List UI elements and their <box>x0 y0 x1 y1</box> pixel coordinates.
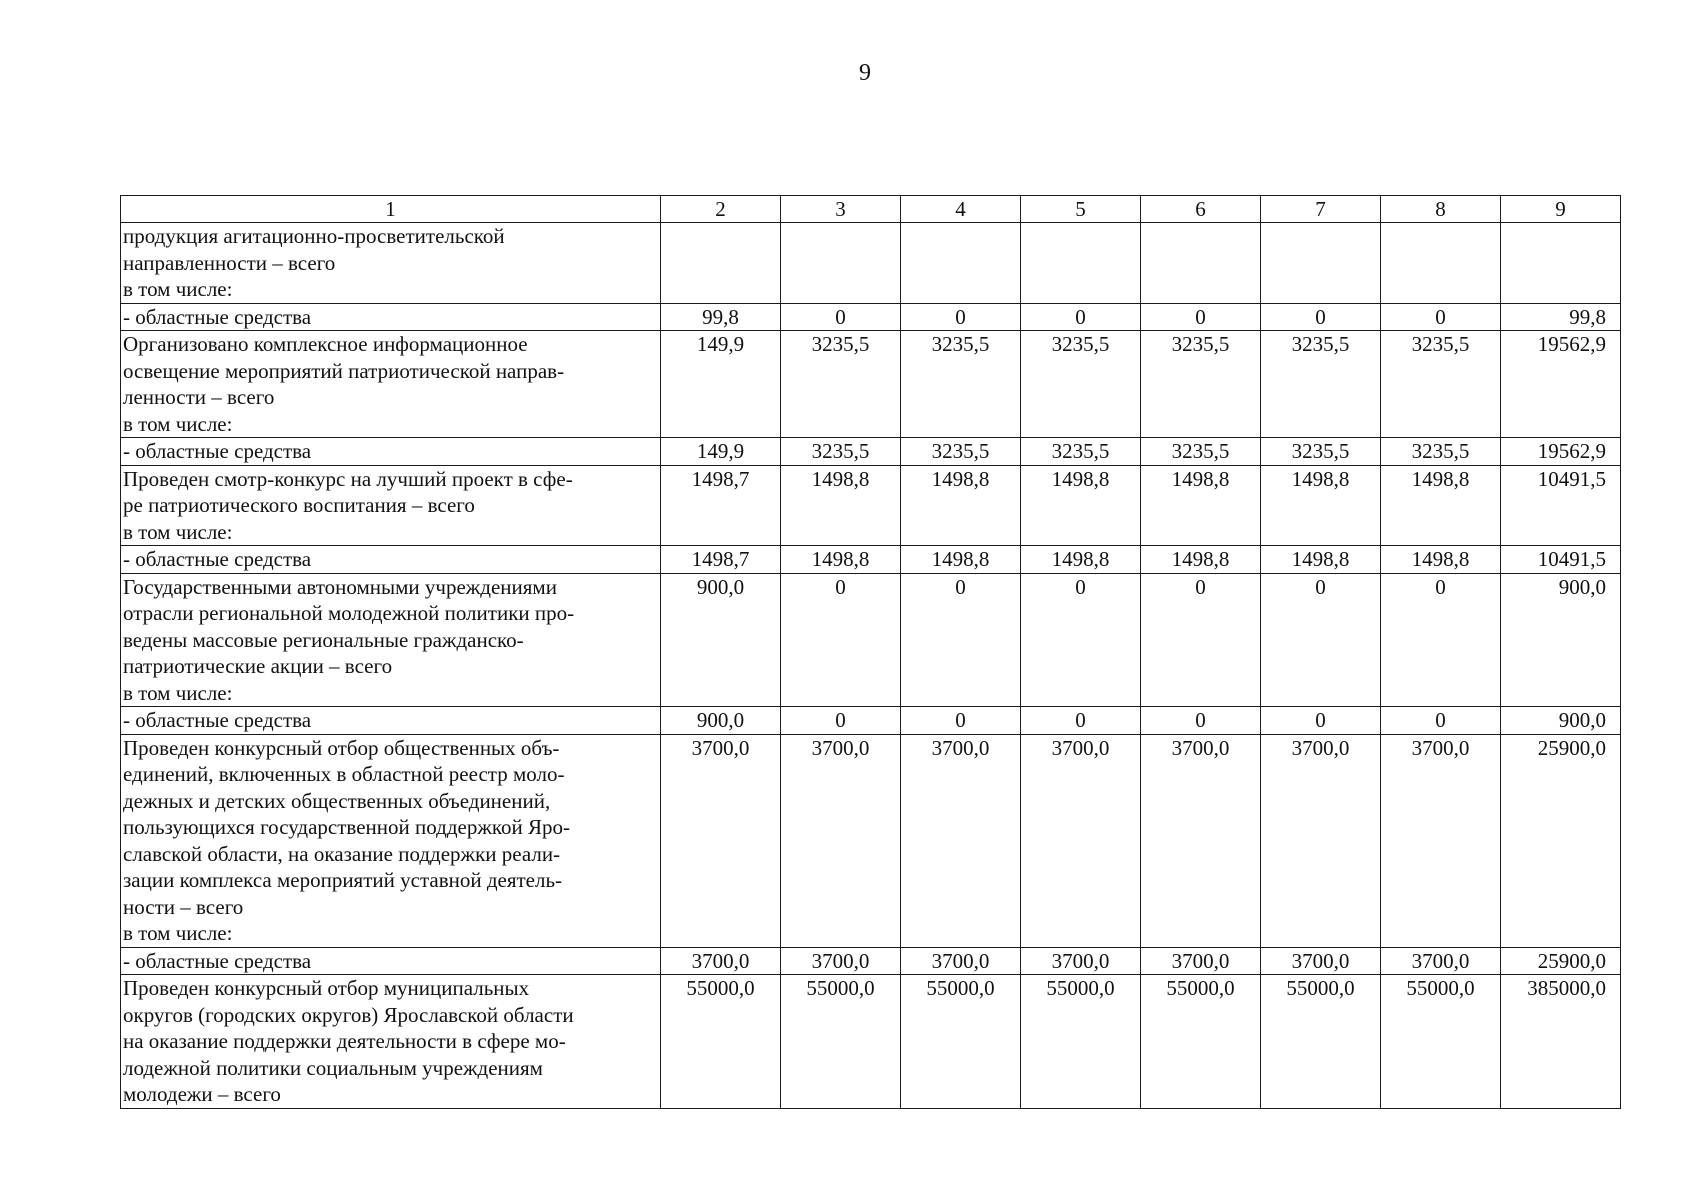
description-line: - областные средства <box>123 708 312 732</box>
value-cell: 3235,5 <box>1141 438 1261 466</box>
value-cell: 1498,8 <box>1141 465 1261 546</box>
description-line: Государственными автономными учреждениями <box>123 574 557 599</box>
table-body <box>121 223 1621 1109</box>
value-cell: 0 <box>781 707 901 735</box>
total-cell: 10491,5 <box>1501 546 1621 574</box>
funding-source-label <box>121 707 661 735</box>
description-line: ведены массовые региональные гражданско- <box>123 627 524 652</box>
funding-source-row <box>121 947 1621 975</box>
value-cell: 3235,5 <box>781 438 901 466</box>
column-number-header: 1 <box>121 196 661 223</box>
value-cell: 3700,0 <box>1381 734 1501 947</box>
value-cell: 3700,0 <box>1141 734 1261 947</box>
value-cell: 3700,0 <box>1381 947 1501 975</box>
description-line: Организовано комплексное информационное <box>123 332 528 356</box>
value-cell: 900,0 <box>661 573 781 707</box>
description-line: ности – всего <box>123 894 244 919</box>
column-number-header: 9 <box>1501 196 1621 223</box>
value-cell: 3700,0 <box>1261 734 1381 947</box>
description-line: славской области, на оказание поддержки реали- <box>123 841 561 866</box>
value-cell: 3700,0 <box>1021 734 1141 947</box>
description-line: лодежной политики социальным учреждениям <box>123 1055 543 1080</box>
activity-description <box>121 734 661 947</box>
description-line: - областные средства <box>123 948 312 973</box>
description-line: Проведен конкурсный отбор муниципальных <box>123 976 530 1000</box>
value-cell: 1498,7 <box>661 546 781 574</box>
value-cell: 3700,0 <box>781 947 901 975</box>
value-cell: 1498,8 <box>1261 465 1381 546</box>
value-cell: 0 <box>1141 707 1261 735</box>
value-cell: 3235,5 <box>1381 438 1501 466</box>
value-cell: 0 <box>781 303 901 331</box>
budget-table <box>120 195 1621 1109</box>
value-cell: 0 <box>1021 303 1141 331</box>
value-cell: 3235,5 <box>1021 331 1141 438</box>
value-cell: 3700,0 <box>901 947 1021 975</box>
value-cell: 1498,8 <box>1261 546 1381 574</box>
total-cell: 385000,0 <box>1501 975 1621 1109</box>
value-cell: 99,8 <box>661 303 781 331</box>
value-cell: 0 <box>1381 707 1501 735</box>
column-number-header: 7 <box>1261 196 1381 223</box>
value-cell <box>661 223 781 304</box>
total-cell <box>1501 223 1621 304</box>
description-line: в том числе: <box>123 277 233 301</box>
activity-row <box>121 465 1621 546</box>
value-cell: 55000,0 <box>1261 975 1381 1109</box>
activity-description <box>121 465 661 546</box>
value-cell: 3235,5 <box>1141 331 1261 438</box>
funding-source-row <box>121 546 1621 574</box>
value-cell: 3235,5 <box>901 438 1021 466</box>
description-line: в том числе: <box>123 519 233 544</box>
activity-description <box>121 573 661 707</box>
value-cell <box>901 223 1021 304</box>
description-line: отрасли региональной молодежной политики про- <box>123 601 575 625</box>
value-cell <box>781 223 901 304</box>
funding-source-label <box>121 947 661 975</box>
description-line: в том числе: <box>123 680 233 705</box>
activity-description <box>121 975 661 1109</box>
value-cell: 0 <box>1381 573 1501 707</box>
value-cell: 0 <box>1141 303 1261 331</box>
value-cell: 55000,0 <box>1141 975 1261 1109</box>
value-cell: 1498,8 <box>1381 465 1501 546</box>
value-cell: 3235,5 <box>1261 438 1381 466</box>
value-cell: 3700,0 <box>661 947 781 975</box>
value-cell: 0 <box>1141 573 1261 707</box>
description-line: патриотические акции – всего <box>123 654 393 678</box>
value-cell: 0 <box>901 707 1021 735</box>
description-line: Проведен смотр-конкурс на лучший проект в сфе- <box>123 466 573 491</box>
value-cell: 0 <box>1261 707 1381 735</box>
description-line: продукция агитационно-просветительской <box>123 224 505 248</box>
description-line: - областные средства <box>123 304 312 329</box>
description-line: освещение мероприятий патриотической направ- <box>123 358 565 383</box>
value-cell: 0 <box>1381 303 1501 331</box>
funding-source-label <box>121 546 661 574</box>
value-cell: 0 <box>1021 573 1141 707</box>
description-line: в том числе: <box>123 411 233 436</box>
description-line: на оказание поддержки деятельности в сфере мо- <box>123 1029 566 1053</box>
total-cell: 19562,9 <box>1501 331 1621 438</box>
page-number: 9 <box>859 60 871 86</box>
column-number-header: 4 <box>901 196 1021 223</box>
total-cell: 25900,0 <box>1501 947 1621 975</box>
column-number-header: 8 <box>1381 196 1501 223</box>
funding-source-label <box>121 303 661 331</box>
funding-source-row <box>121 303 1621 331</box>
description-line: зации комплекса мероприятий уставной деятель- <box>123 868 563 892</box>
funding-source-row <box>121 707 1621 735</box>
value-cell <box>1021 223 1141 304</box>
column-number-header: 3 <box>781 196 901 223</box>
activity-description <box>121 223 661 304</box>
description-line: Проведен конкурсный отбор общественных объ- <box>123 735 560 760</box>
value-cell: 1498,8 <box>1381 546 1501 574</box>
value-cell: 3235,5 <box>901 331 1021 438</box>
value-cell: 3700,0 <box>1141 947 1261 975</box>
value-cell: 3700,0 <box>901 734 1021 947</box>
activity-row <box>121 223 1621 304</box>
value-cell: 1498,8 <box>1021 546 1141 574</box>
column-number-row <box>121 196 1621 223</box>
funding-source-row <box>121 438 1621 466</box>
total-cell: 10491,5 <box>1501 465 1621 546</box>
total-cell: 19562,9 <box>1501 438 1621 466</box>
value-cell: 0 <box>901 573 1021 707</box>
description-line: - областные средства <box>123 439 312 463</box>
column-number-header: 6 <box>1141 196 1261 223</box>
value-cell: 900,0 <box>661 707 781 735</box>
value-cell: 1498,8 <box>781 465 901 546</box>
value-cell: 149,9 <box>661 331 781 438</box>
activity-row <box>121 975 1621 1109</box>
value-cell: 55000,0 <box>1381 975 1501 1109</box>
activity-description <box>121 331 661 438</box>
value-cell: 55000,0 <box>1021 975 1141 1109</box>
description-line: единений, включенных в областной реестр моло- <box>123 762 565 786</box>
value-cell: 3235,5 <box>1021 438 1141 466</box>
description-line: в том числе: <box>123 921 233 945</box>
value-cell: 149,9 <box>661 438 781 466</box>
value-cell: 0 <box>781 573 901 707</box>
value-cell: 3235,5 <box>1381 331 1501 438</box>
value-cell: 3700,0 <box>781 734 901 947</box>
value-cell: 1498,8 <box>1141 546 1261 574</box>
value-cell: 55000,0 <box>661 975 781 1109</box>
description-line: ленности – всего <box>123 385 275 409</box>
value-cell: 55000,0 <box>901 975 1021 1109</box>
value-cell: 55000,0 <box>781 975 901 1109</box>
total-cell: 25900,0 <box>1501 734 1621 947</box>
column-number-header: 2 <box>661 196 781 223</box>
total-cell: 900,0 <box>1501 573 1621 707</box>
activity-row <box>121 331 1621 438</box>
value-cell <box>1381 223 1501 304</box>
total-cell: 99,8 <box>1501 303 1621 331</box>
activity-row <box>121 573 1621 707</box>
value-cell: 3700,0 <box>1021 947 1141 975</box>
description-line: ре патриотического воспитания – всего <box>123 493 475 517</box>
value-cell: 0 <box>1021 707 1141 735</box>
value-cell: 0 <box>1261 303 1381 331</box>
value-cell: 1498,7 <box>661 465 781 546</box>
activity-row <box>121 734 1621 947</box>
description-line: молодежи – всего <box>123 1082 281 1106</box>
description-line: округов (городских округов) Ярославской области <box>123 1002 574 1027</box>
total-cell: 900,0 <box>1501 707 1621 735</box>
value-cell: 3700,0 <box>1261 947 1381 975</box>
value-cell: 1498,8 <box>901 465 1021 546</box>
value-cell: 1498,8 <box>901 546 1021 574</box>
value-cell: 0 <box>1261 573 1381 707</box>
description-line: дежных и детских общественных объединений, <box>123 788 551 813</box>
description-line: направленности – всего <box>123 250 336 275</box>
value-cell: 3235,5 <box>1261 331 1381 438</box>
value-cell: 0 <box>901 303 1021 331</box>
value-cell: 1498,8 <box>781 546 901 574</box>
value-cell: 1498,8 <box>1021 465 1141 546</box>
description-line: - областные средства <box>123 547 312 571</box>
value-cell: 3235,5 <box>781 331 901 438</box>
funding-source-label <box>121 438 661 466</box>
value-cell <box>1261 223 1381 304</box>
value-cell: 3700,0 <box>661 734 781 947</box>
value-cell <box>1141 223 1261 304</box>
description-line: пользующихся государственной поддержкой Яро- <box>123 815 570 839</box>
column-number-header: 5 <box>1021 196 1141 223</box>
